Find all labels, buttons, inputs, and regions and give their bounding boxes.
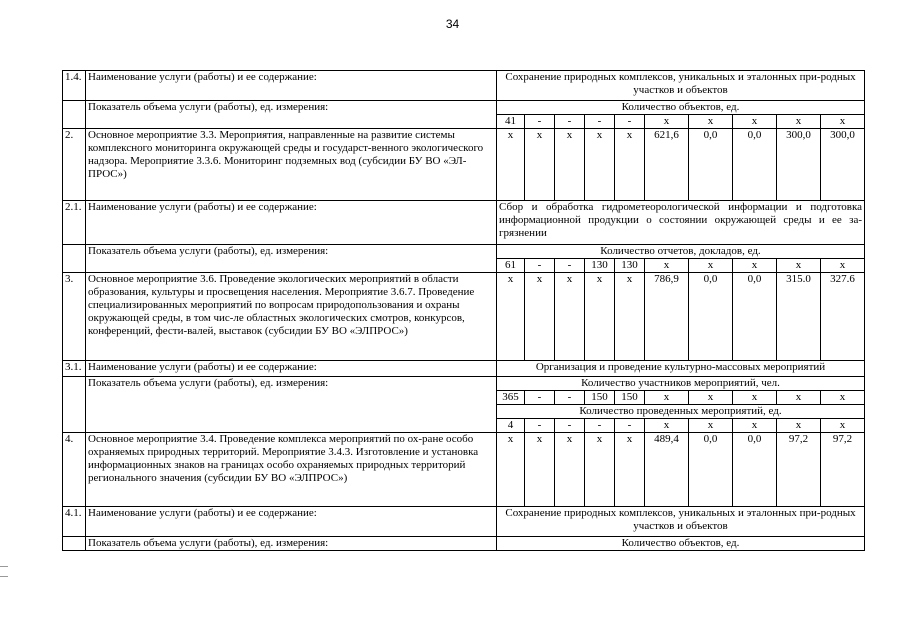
value-cell: х (821, 391, 865, 405)
value-cell: 0,0 (689, 433, 733, 507)
value-cell: - (615, 115, 645, 129)
value-cell: х (585, 433, 615, 507)
value-cell: х (689, 259, 733, 273)
table-row (63, 433, 865, 507)
value-cell: х (555, 129, 585, 201)
value-cell: 300,0 (777, 129, 821, 201)
service-name-label: Наименование услуги (работы) и ее содержание: (86, 201, 497, 245)
indicator-label: Показатель объема услуги (работы), ед. измерения: (86, 245, 497, 273)
table-row (63, 537, 865, 551)
value-cell: 621,6 (645, 129, 689, 201)
value-cell: 327.6 (821, 273, 865, 361)
service-description: Сохранение природных комплексов, уникальных и эталонных при-родных участков и объектов (497, 71, 865, 101)
indicator-unit: Количество участников мероприятий, чел. (497, 377, 865, 391)
value-cell: х (733, 419, 777, 433)
row-number: 4. (63, 433, 86, 507)
value-cell: х (615, 273, 645, 361)
value-cell: 61 (497, 259, 525, 273)
value-cell: х (689, 115, 733, 129)
service-description: Организация и проведение культурно-массовых мероприятий (497, 361, 865, 377)
row-number: 2.1. (63, 201, 86, 245)
value-cell: х (733, 115, 777, 129)
value-cell: 489,4 (645, 433, 689, 507)
value-cell: х (689, 391, 733, 405)
indicator-label: Показатель объема услуги (работы), ед. измерения: (86, 377, 497, 433)
activity-description: Основное мероприятие 3.6. Проведение экологических мероприятий в области образования, культуры и просвещения населения. Мероприятие 3.6.7. Проведение специализированных мероприятий по вопросам природопользования и охраны окружающей среды, в том чис-ле областных экологических смотров, конкурсов, конференций, фести-валей, выставок (субсидии БУ ВО «ЭЛПРОС») (86, 273, 497, 361)
value-cell: х (645, 115, 689, 129)
row-number: 4.1. (63, 507, 86, 537)
value-cell: - (555, 115, 585, 129)
table-row (63, 101, 865, 115)
value-cell: 130 (615, 259, 645, 273)
table-row (63, 201, 865, 245)
value-cell: х (733, 391, 777, 405)
value-cell: 130 (585, 259, 615, 273)
service-name-label: Наименование услуги (работы) и ее содержание: (86, 507, 497, 537)
value-cell: 315.0 (777, 273, 821, 361)
value-cell: - (525, 115, 555, 129)
activity-description: Основное мероприятие 3.4. Проведение комплекса мероприятий по ох-ране особо охраняемых природных территорий. Мероприятие 3.4.3. Изготовление и установка информационных знаков на границах особо охраняемых природных территорий регионального значения (субсидии БУ ВО «ЭЛПРОС») (86, 433, 497, 507)
table-row (63, 129, 865, 201)
value-cell: - (525, 419, 555, 433)
value-cell: х (585, 273, 615, 361)
table-row (63, 273, 865, 361)
value-cell: 0,0 (733, 129, 777, 201)
table-row (63, 507, 865, 537)
value-cell: 300,0 (821, 129, 865, 201)
value-cell: х (525, 433, 555, 507)
service-description: Сохранение природных комплексов, уникальных и эталонных при-родных участков и объектов (497, 507, 865, 537)
row-number: 3.1. (63, 361, 86, 377)
value-cell: - (555, 259, 585, 273)
value-cell: - (525, 391, 555, 405)
value-cell: х (645, 391, 689, 405)
value-cell: х (733, 259, 777, 273)
value-cell: х (821, 259, 865, 273)
value-cell: х (821, 419, 865, 433)
value-cell: - (585, 419, 615, 433)
value-cell: х (555, 433, 585, 507)
table-row (63, 377, 865, 391)
value-cell: х (555, 273, 585, 361)
indicator-label: Показатель объема услуги (работы), ед. измерения: (86, 101, 497, 129)
indicator-unit: Количество проведенных мероприятий, ед. (497, 405, 865, 419)
value-cell: 150 (585, 391, 615, 405)
table-row (63, 361, 865, 377)
value-cell: 97,2 (777, 433, 821, 507)
value-cell: 365 (497, 391, 525, 405)
value-cell: х (821, 115, 865, 129)
value-cell: х (585, 129, 615, 201)
value-cell: 786,9 (645, 273, 689, 361)
value-cell: 0,0 (733, 273, 777, 361)
value-cell: 41 (497, 115, 525, 129)
value-cell: х (777, 259, 821, 273)
value-cell: 150 (615, 391, 645, 405)
service-name-label: Наименование услуги (работы) и ее содержание: (86, 361, 497, 377)
value-cell: х (689, 419, 733, 433)
value-cell: х (615, 129, 645, 201)
table-row (63, 245, 865, 259)
value-cell: х (497, 129, 525, 201)
value-cell: - (555, 419, 585, 433)
value-cell: 0,0 (733, 433, 777, 507)
program-table (62, 70, 865, 551)
value-cell: 4 (497, 419, 525, 433)
value-cell: х (497, 433, 525, 507)
margin-mark (0, 566, 8, 567)
value-cell: 0,0 (689, 129, 733, 201)
value-cell: х (645, 259, 689, 273)
value-cell: 97,2 (821, 433, 865, 507)
indicator-unit: Количество объектов, ед. (497, 101, 865, 115)
value-cell: х (777, 115, 821, 129)
value-cell: х (497, 273, 525, 361)
value-cell: 0,0 (689, 273, 733, 361)
row-number: 3. (63, 273, 86, 361)
margin-mark (0, 576, 8, 577)
value-cell: х (777, 391, 821, 405)
value-cell: х (777, 419, 821, 433)
value-cell: - (525, 259, 555, 273)
indicator-unit: Количество отчетов, докладов, ед. (497, 245, 865, 259)
row-number: 1.4. (63, 71, 86, 101)
table-row (63, 71, 865, 101)
indicator-unit: Количество объектов, ед. (497, 537, 865, 551)
value-cell: - (615, 419, 645, 433)
service-description: Сбор и обработка гидрометеорологической информации и подготовка информационной продукции о состоянии окружающей среды и ее за-грязнении (497, 201, 865, 245)
page-number: 34 (445, 17, 460, 31)
activity-description: Основное мероприятие 3.3. Мероприятия, направленные на развитие системы комплексного мониторинга окружающей среды и государст-венного экологического надзора. Мероприятие 3.3.6. Мониторинг подземных вод (субсидии БУ ВО «ЭЛ-ПРОС») (86, 129, 497, 201)
row-number: 2. (63, 129, 86, 201)
service-name-label: Наименование услуги (работы) и ее содержание: (86, 71, 497, 101)
value-cell: х (615, 433, 645, 507)
value-cell: х (525, 129, 555, 201)
value-cell: - (555, 391, 585, 405)
indicator-label: Показатель объема услуги (работы), ед. измерения: (86, 537, 497, 551)
value-cell: - (585, 115, 615, 129)
value-cell: х (645, 419, 689, 433)
value-cell: х (525, 273, 555, 361)
